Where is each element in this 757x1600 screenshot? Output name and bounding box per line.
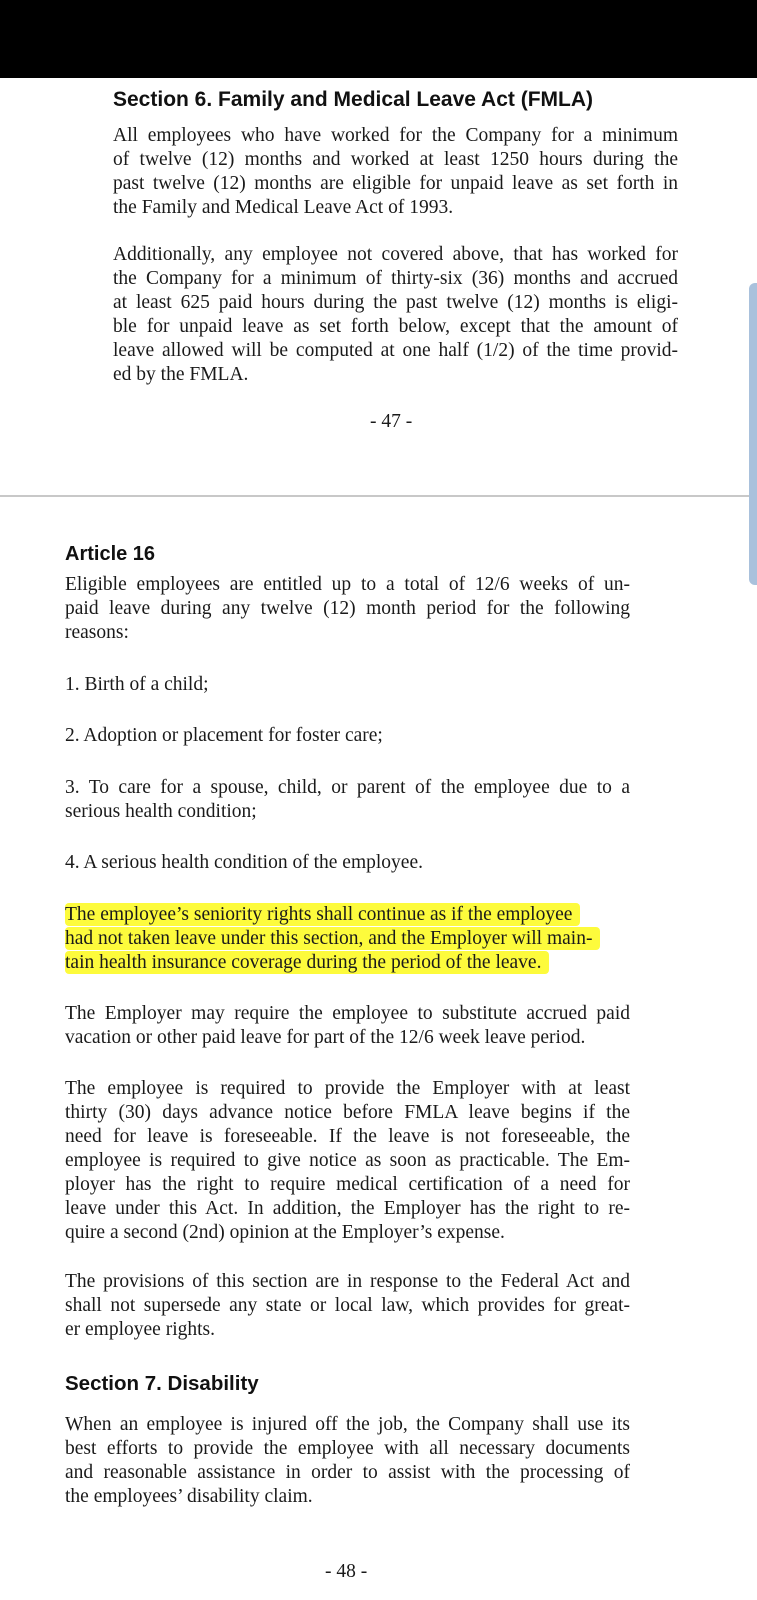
substitute-leave-paragraph bbox=[65, 1002, 630, 1050]
text-line: 1. Birth of a child; bbox=[65, 674, 209, 695]
text-line: leave under this Act. In addition, the Employer has the right to re- bbox=[65, 1198, 630, 1219]
highlight-line bbox=[63, 951, 643, 975]
text-line: and reasonable assistance in order to assist with the processing of bbox=[65, 1462, 630, 1483]
reason-item-2 bbox=[65, 724, 630, 748]
reason-item-4 bbox=[65, 851, 630, 875]
text-line: er employee rights. bbox=[65, 1319, 215, 1340]
disability-paragraph bbox=[65, 1413, 630, 1509]
highlight-text: had not taken leave under this section, and the Employer will main- bbox=[65, 927, 600, 950]
fmla-eligibility-paragraph bbox=[113, 124, 678, 220]
text-line: The Employer may require the employee to substitute accrued paid bbox=[65, 1003, 630, 1024]
text-line: When an employee is injured off the job, the Company shall use its bbox=[65, 1414, 630, 1435]
section-6-heading: Section 6. Family and Medical Leave Act (FMLA) bbox=[113, 88, 593, 111]
highlight-line bbox=[63, 903, 643, 927]
page-number-47: - 47 - bbox=[370, 411, 413, 432]
text-line: at least 625 paid hours during the past twelve (12) months is eligi- bbox=[113, 292, 678, 313]
top-status-bar bbox=[0, 0, 757, 78]
text-line: paid leave during any twelve (12) month period for the following bbox=[65, 598, 630, 619]
text-line: ed by the FMLA. bbox=[113, 364, 249, 385]
text-line: vacation or other paid leave for part of the 12/6 week leave period. bbox=[65, 1027, 586, 1048]
highlight-text: The employee’s seniority rights shall continue as if the employee bbox=[65, 903, 580, 926]
text-line: reasons: bbox=[65, 622, 129, 643]
text-line: best efforts to provide the employee with all necessary documents bbox=[65, 1438, 630, 1459]
page-number-48: - 48 - bbox=[325, 1561, 368, 1582]
text-line: The provisions of this section are in response to the Federal Act and bbox=[65, 1271, 630, 1292]
text-line: The employee is required to provide the Employer with at least bbox=[65, 1078, 630, 1099]
text-line: Eligible employees are entitled up to a total of 12/6 weeks of un- bbox=[65, 574, 630, 595]
text-line: ble for unpaid leave as set forth below, except that the amount of bbox=[113, 316, 678, 337]
advance-notice-paragraph bbox=[65, 1077, 630, 1245]
text-line: Additionally, any employee not covered above, that has worked for bbox=[113, 244, 678, 265]
text-line: the Family and Medical Leave Act of 1993. bbox=[113, 197, 454, 218]
text-line: ployer has the right to require medical certification of a need for bbox=[65, 1174, 630, 1195]
highlight-text: tain health insurance coverage during the period of the leave. bbox=[65, 951, 549, 974]
reason-item-1 bbox=[65, 673, 630, 697]
text-line: serious health condition; bbox=[65, 801, 257, 822]
text-line: employee is required to give notice as soon as practicable. The Em- bbox=[65, 1150, 630, 1171]
leave-entitlement-paragraph bbox=[65, 573, 630, 645]
text-line: quire a second (2nd) opinion at the Employer’s expense. bbox=[65, 1222, 505, 1243]
additional-eligibility-paragraph bbox=[113, 243, 678, 387]
article-16-heading: Article 16 bbox=[65, 543, 156, 565]
text-line: the employees’ disability claim. bbox=[65, 1486, 313, 1507]
section-7-heading: Section 7. Disability bbox=[65, 1372, 259, 1395]
text-line: thirty (30) days advance notice before FMLA leave begins if the bbox=[65, 1102, 630, 1123]
highlight-line bbox=[63, 927, 643, 951]
text-line: 4. A serious health condition of the employee. bbox=[65, 852, 423, 873]
scrollbar-handle[interactable] bbox=[749, 283, 757, 585]
text-line: past twelve (12) months are eligible for unpaid leave as set forth in bbox=[113, 173, 678, 194]
reason-item-3 bbox=[65, 776, 630, 824]
text-line: leave allowed will be computed at one half (1/2) of the time provid- bbox=[113, 340, 678, 361]
text-line: 2. Adoption or placement for foster care; bbox=[65, 725, 383, 746]
text-line: All employees who have worked for the Company for a minimum bbox=[113, 125, 678, 146]
federal-act-paragraph bbox=[65, 1270, 630, 1342]
text-line: of twelve (12) months and worked at least 1250 hours during the bbox=[113, 149, 678, 170]
highlighted-seniority-paragraph[interactable] bbox=[63, 903, 643, 975]
text-line: shall not supersede any state or local law, which provides for great- bbox=[65, 1295, 630, 1316]
text-line: the Company for a minimum of thirty-six (36) months and accrued bbox=[113, 268, 678, 289]
text-line: need for leave is foreseeable. If the leave is not foreseeable, the bbox=[65, 1126, 630, 1147]
text-line: 3. To care for a spouse, child, or parent of the employee due to a bbox=[65, 777, 630, 798]
